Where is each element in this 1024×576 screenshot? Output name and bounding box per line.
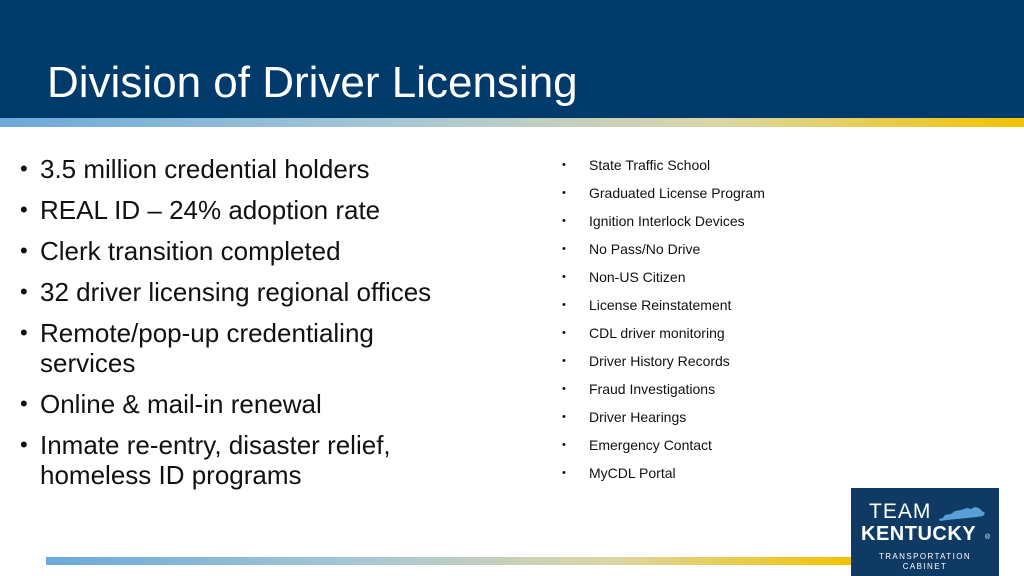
list-item-text: Ignition Interlock Devices	[589, 213, 745, 229]
list-item-text: License Reinstatement	[589, 297, 732, 313]
bullet-icon: •	[562, 327, 566, 339]
list-item	[20, 389, 520, 419]
logo-state-text: KENTUCKY	[861, 523, 977, 545]
list-item	[562, 155, 842, 183]
list-item	[562, 435, 842, 463]
slide-title: Division of Driver Licensing	[47, 58, 578, 107]
bullet-icon: •	[562, 159, 566, 171]
list-item-text: Clerk transition completed	[40, 236, 341, 266]
list-item-text: Inmate re-entry, disaster relief, homeless ID programs	[40, 430, 391, 490]
list-item-text: Remote/pop-up credentialing services	[40, 318, 374, 378]
list-item	[562, 239, 842, 267]
kentucky-map-icon	[937, 505, 987, 522]
list-item	[20, 236, 520, 266]
list-item	[20, 195, 520, 225]
list-item-text: Driver History Records	[589, 353, 730, 369]
list-item	[20, 430, 440, 490]
bullet-icon: •	[20, 320, 28, 345]
list-item-text: Driver Hearings	[589, 409, 687, 425]
list-item-text: No Pass/No Drive	[589, 241, 701, 257]
bullet-icon: •	[562, 271, 566, 283]
bullet-icon: •	[20, 391, 28, 416]
list-item	[20, 154, 520, 184]
list-item-text: MyCDL Portal	[589, 465, 676, 481]
bullet-icon: •	[562, 243, 566, 255]
footer-accent-stripe	[46, 557, 852, 565]
bullet-icon: •	[562, 439, 566, 451]
list-item	[562, 379, 842, 407]
list-item-text: Online & mail-in renewal	[40, 389, 322, 419]
list-item	[562, 407, 842, 435]
slide-header	[0, 0, 1024, 118]
list-item	[20, 277, 520, 307]
left-bullet-list	[20, 154, 520, 501]
right-bullet-list	[562, 155, 842, 491]
registered-mark: ®	[985, 534, 991, 541]
list-item-text: Non-US Citizen	[589, 269, 686, 285]
list-item-text: CDL driver monitoring	[589, 325, 725, 341]
bullet-icon: •	[562, 215, 566, 227]
list-item-text: State Traffic School	[589, 157, 711, 173]
list-item	[562, 211, 842, 239]
list-item-text: REAL ID – 24% adoption rate	[40, 195, 381, 225]
logo-subtitle-line1: TRANSPORTATION	[878, 552, 972, 561]
header-accent-stripe	[0, 118, 1024, 127]
bullet-icon: •	[562, 467, 566, 479]
list-item	[562, 295, 842, 323]
bullet-icon: •	[20, 432, 28, 457]
team-kentucky-logo	[851, 488, 999, 576]
bullet-icon: •	[562, 383, 566, 395]
list-item-text: Graduated License Program	[589, 185, 765, 201]
list-item-text: Fraud Investigations	[589, 381, 716, 397]
list-item	[562, 183, 842, 211]
logo-team-text: TEAM	[869, 500, 932, 523]
list-item	[562, 267, 842, 295]
bullet-icon: •	[20, 197, 28, 222]
list-item-text: 3.5 million credential holders	[40, 154, 370, 184]
list-item	[562, 323, 842, 351]
list-item-text: 32 driver licensing regional offices	[40, 277, 432, 307]
bullet-icon: •	[562, 187, 566, 199]
bullet-icon: •	[20, 279, 28, 304]
bullet-icon: •	[20, 238, 28, 263]
list-item	[562, 351, 842, 379]
logo-subtitle-line2: CABINET	[902, 562, 948, 571]
list-item	[20, 318, 420, 378]
bullet-icon: •	[562, 355, 566, 367]
bullet-icon: •	[562, 411, 566, 423]
list-item	[562, 463, 842, 491]
list-item-text: Emergency Contact	[589, 437, 712, 453]
bullet-icon: •	[562, 299, 566, 311]
bullet-icon: •	[20, 156, 28, 181]
